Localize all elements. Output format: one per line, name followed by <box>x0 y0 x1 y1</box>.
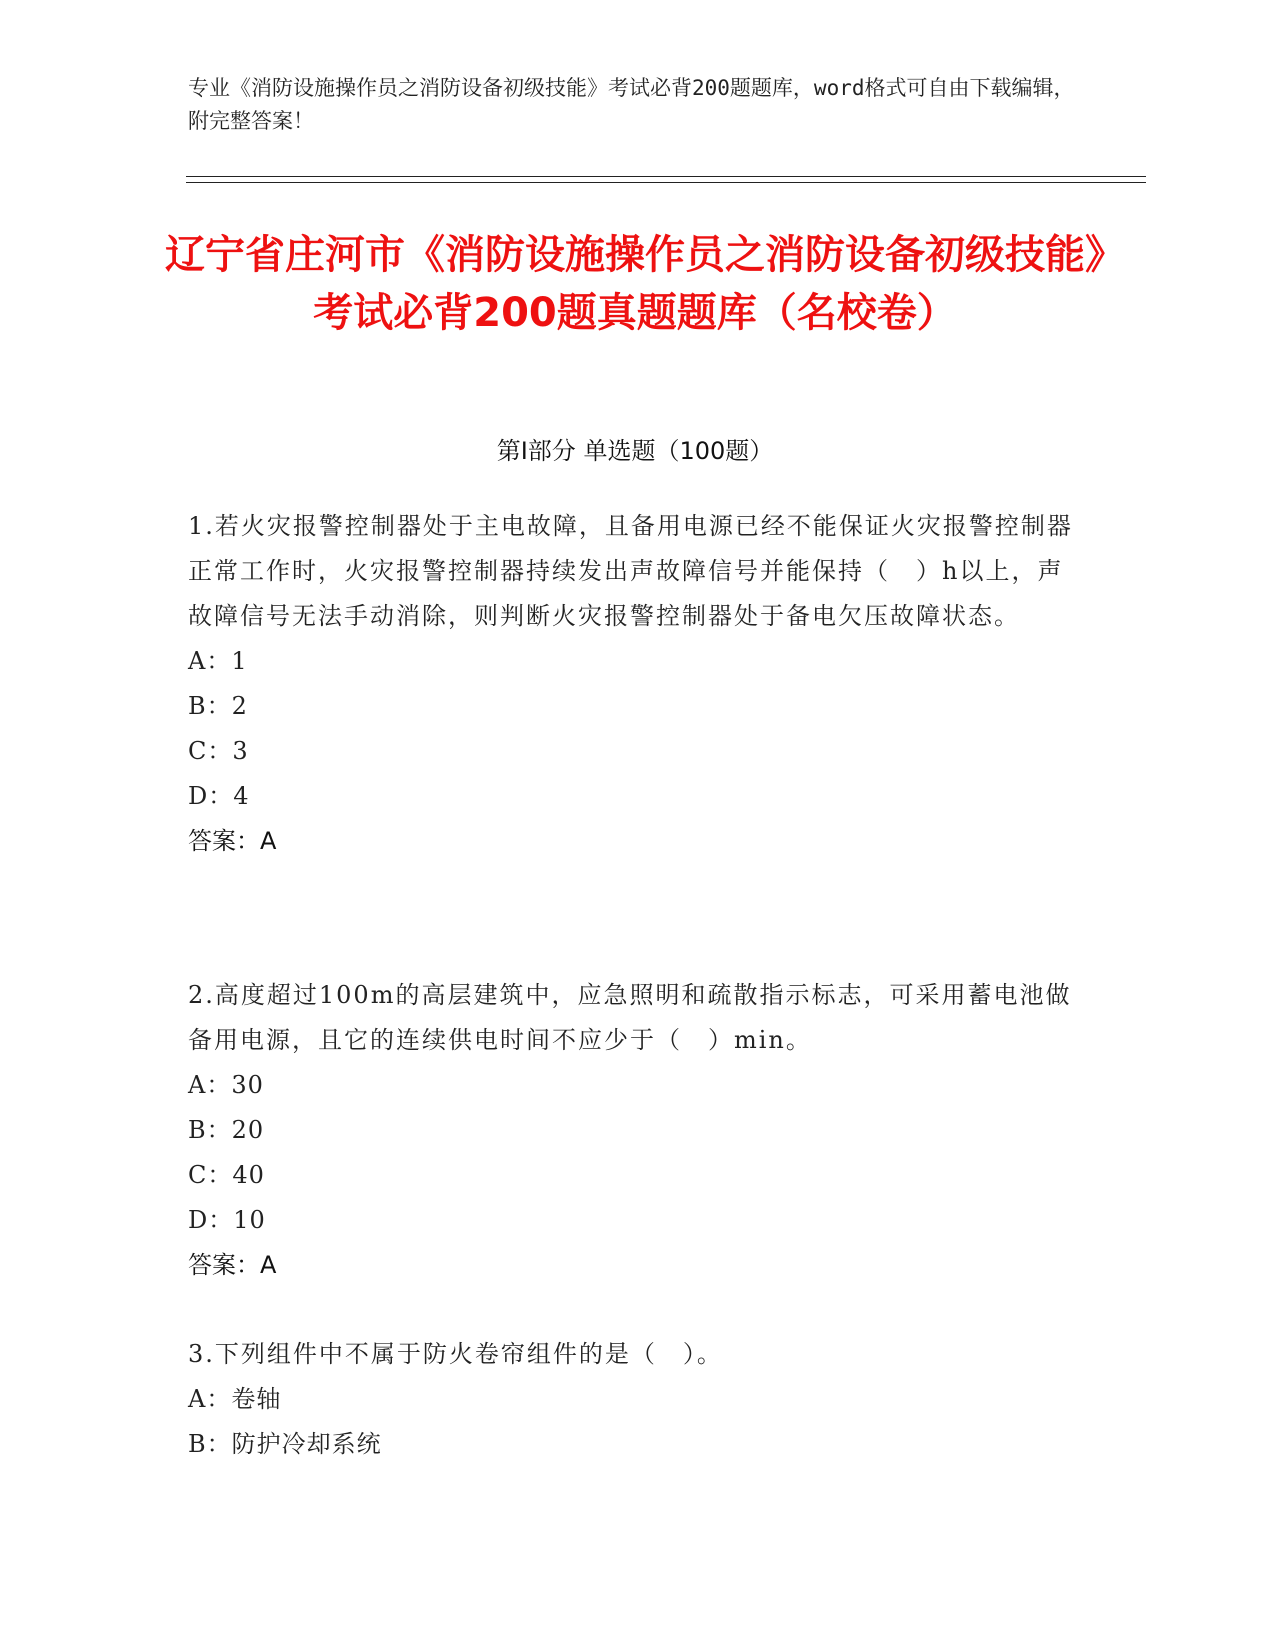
header-divider-thick <box>186 176 1146 177</box>
option-a: A：卷轴 <box>188 1385 282 1413</box>
option-b: B：2 <box>188 692 248 720</box>
question-2 <box>188 973 1088 1288</box>
option-a: A：1 <box>188 647 248 675</box>
answer-line: 答案：A <box>188 827 277 855</box>
answer-line: 答案：A <box>188 1251 277 1279</box>
option-c: C：3 <box>188 737 249 765</box>
option-a: A：30 <box>188 1071 264 1099</box>
option-b: B：防护冷却系统 <box>188 1430 382 1458</box>
question-3 <box>188 1332 1088 1467</box>
option-c: C：40 <box>188 1161 265 1189</box>
document-title: 辽宁省庄河市《消防设施操作员之消防设备初级技能》考试必背200题真题题库（名校卷） <box>165 232 1105 336</box>
question-stem: 3.下列组件中不属于防火卷帘组件的是（ ）。 <box>188 1340 723 1368</box>
option-d: D：4 <box>188 782 250 810</box>
header-note: 专业《消防设施操作员之消防设备初级技能》考试必背200题题库，word格式可自由下载编辑，附完整答案！ <box>188 76 1075 133</box>
section-title: 第I部分 单选题（100题） <box>496 437 774 465</box>
option-b: B：20 <box>188 1116 265 1144</box>
question-stem: 2.高度超过100m的高层建筑中，应急照明和疏散指示标志，可采用蓄电池做备用电源，且它的连续供电时间不应少于（ ）min。 <box>188 981 1072 1054</box>
question-stem: 1.若火灾报警控制器处于主电故障，且备用电源已经不能保证火灾报警控制器正常工作时，火灾报警控制器持续发出声故障信号并能保持（ ）h以上，声故障信号无法手动消除，则判断火灾报警控制器处于备电欠压故障状态。 <box>188 512 1073 630</box>
header-divider-thin <box>186 182 1146 183</box>
option-d: D：10 <box>188 1206 266 1234</box>
question-1 <box>188 504 1088 864</box>
